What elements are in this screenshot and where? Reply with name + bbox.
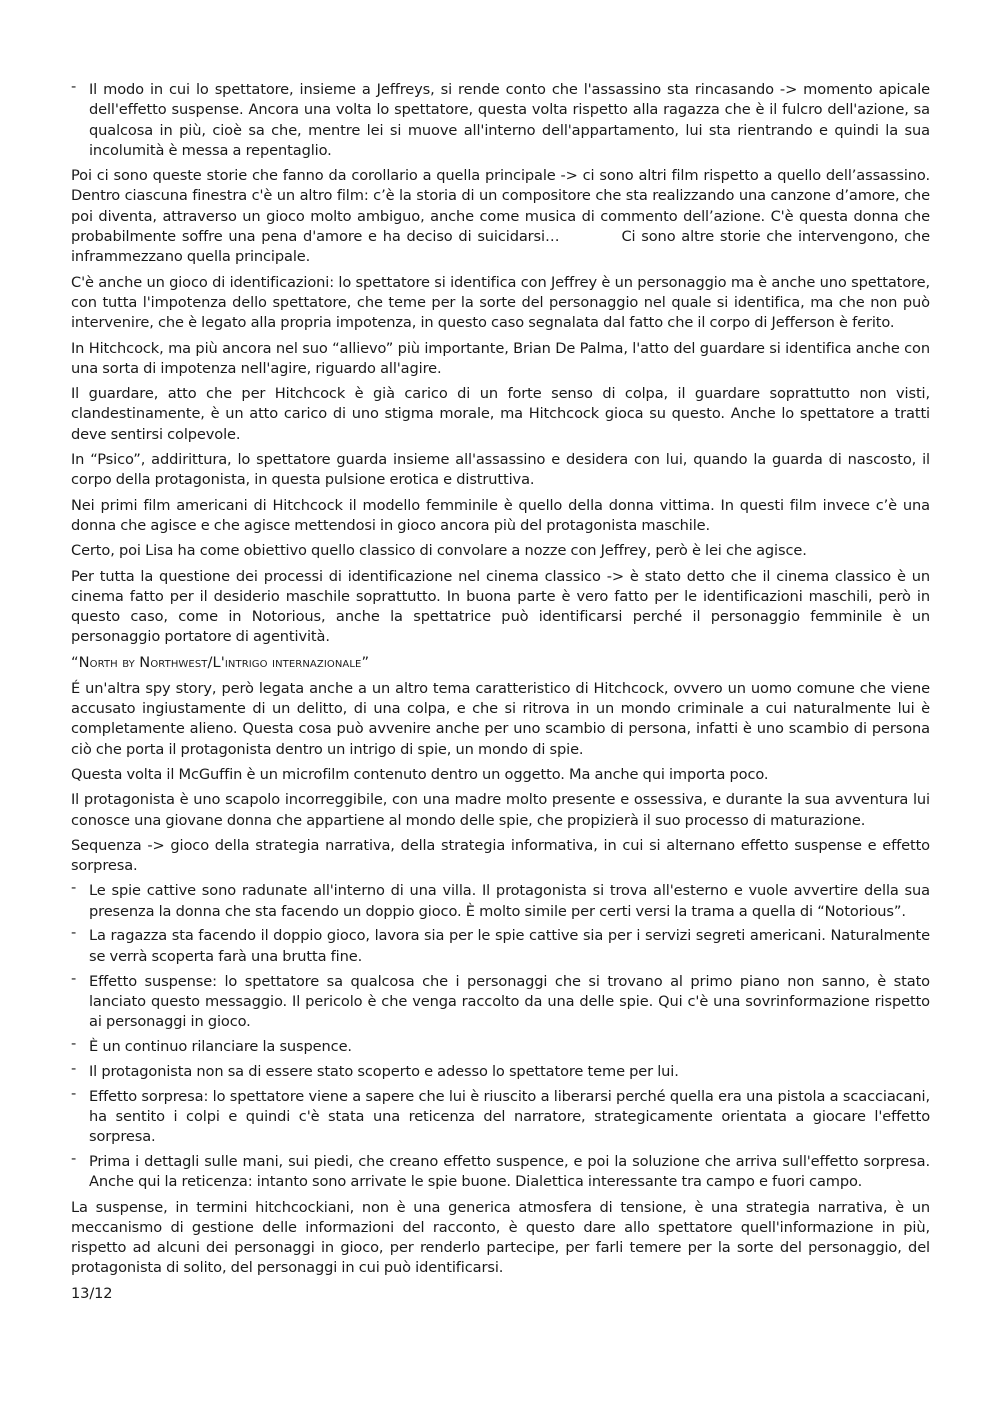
- list-item: [71, 926, 930, 967]
- paragraph-storie: [71, 166, 930, 267]
- bullet-dash: -: [71, 1149, 77, 1167]
- bullet-dash: -: [71, 969, 77, 987]
- paragraph-identificazione-cinema: Per tutta la questione dei processi di identificazione nel cinema classico -> è stato detto che il cinema classico è un cinema fatto per il desiderio maschile soprattutto. In buona parte è vero fatto per le identificazioni maschili, però in questo caso, come in Notorious, anche la spettatrice può identificarsi perché il personaggio femminile è un personaggio portatore di agentività.: [71, 567, 930, 646]
- bullet-text: Le spie cattive sono radunate all'interno di una villa. Il protagonista si trova all'esterno e vuole avvertire della sua presenza la donna che sta facendo un doppio gioco. È molto simile per certi versi la trama a quella di “Notorious”.: [89, 882, 930, 920]
- bullet-text: Il protagonista non sa di essere stato scoperto e adesso lo spettatore teme per lui.: [89, 1062, 679, 1080]
- paragraph-spy-story: É un'altra spy story, però legata anche a un altro tema caratteristico di Hitchcock, ovvero un uomo comune che viene accusato ingiustamente di un delitto, di una colpa, e che si ritrova in un mondo criminale a cui naturalmente lui è completamente alieno. Questa cosa può avvenire anche per uno scambio di persona, infatti è uno scambio di persona ciò che porta il protagonista dentro un intrigo di spie, un mondo di spie.: [71, 679, 930, 758]
- bullet-text: La ragazza sta facendo il doppio gioco, lavora sia per le spie cattive sia per i servizi segreti americani. Naturalmente se verrà scoperta farà una brutta fine.: [89, 927, 930, 965]
- bullet-dash: -: [71, 1059, 77, 1077]
- bullet-dash: -: [71, 78, 77, 95]
- paragraph-de-palma: In Hitchcock, ma più ancora nel suo “allievo” più importante, Brian De Palma, l'atto del guardare si identifica anche con una sorta di impotenza nell'agire, riguardo all'agire.: [71, 339, 930, 377]
- list-item: [71, 1034, 930, 1057]
- paragraph-lisa: Certo, poi Lisa ha come obiettivo quello classico di convolare a nozze con Jeffrey, però è lei che agisce.: [71, 542, 807, 560]
- sequence-bullet-list: [71, 881, 930, 1192]
- bullet-text: Il modo in cui lo spettatore, insieme a Jeffreys, si rende conto che l'assassino sta rincasando -> momento apicale dell'effetto suspense. Ancora una volta lo spettatore, questa volta rispetto alla ragazza che è il fulcro dell'azione, sa qualcosa in più, cioè sa che, mentre lei si muove all'interno dell'appartamento, lui sta rientrando e quindi la sua incolumità è messa a repentaglio.: [89, 81, 930, 159]
- paragraph-suspense: La suspense, in termini hitchcockiani, non è una generica atmosfera di tensione, è una strategia narrativa, è un meccanismo di gestione delle informazioni del racconto, è questo dare allo spettatore quell'informazione in più, rispetto ad alcuni dei personaggi in gioco, per renderlo partecipe, per farli temere per la sorte del personaggio, del protagonista di solito, del personaggi in cui può identificarsi.: [71, 1198, 930, 1277]
- list-item: [71, 1084, 930, 1148]
- bullet-dash: -: [71, 1084, 77, 1102]
- bullet-text: È un continuo rilanciare la suspence.: [89, 1037, 352, 1055]
- bullet-text: Prima i dettagli sulle mani, sui piedi, che creano effetto suspence, e poi la soluzione che arriva sull'effetto sorpresa. Anche qui la reticenza: intanto sono arrivate le spie buone. Dialettica interessante tra campo e fuori campo.: [89, 1152, 930, 1191]
- paragraph-mcguffin: Questa volta il McGuffin è un microfilm contenuto dentro un oggetto. Ma anche qui importa poco.: [71, 765, 769, 783]
- page-number: 13/12: [71, 1284, 113, 1302]
- list-item: [71, 1059, 930, 1082]
- section-heading: “North by Northwest/L'intrigo internazionale”: [71, 653, 370, 671]
- bullet-dash: -: [71, 879, 77, 897]
- paragraph-psico: In “Psico”, addirittura, lo spettatore guarda insieme all'assassino e desidera con lui, quando la guarda di nascosto, il corpo della protagonista, in questa pulsione erotica e distruttiva.: [71, 451, 930, 489]
- paragraph-guardare: Il guardare, atto che per Hitchcock è già carico di un forte senso di colpa, il guardare soprattutto non visti, clandestinamente, è un atto carico di uno stigma morale, ma Hitchcock gioca su questo. Anche lo spettatore a tratti deve sentirsi colpevole.: [71, 385, 930, 443]
- paragraph-storie-part-a: Poi ci sono queste storie che fanno da corollario a quella principale -> ci sono altri film rispetto a quello dell’assassino. Dentro ciascuna finestra c'è un altro film: c’è la storia di un compositore che sta realizzando una canzone d’amore, che poi diventa, attraverso un gioco molto ambiguo, anche come musica di commento dell’azione. C'è questa donna che probabilmente soffre una pena d'amore e ha deciso di suicidarsi…: [71, 167, 930, 246]
- document-body: [71, 80, 930, 1304]
- bullet-dash: -: [71, 924, 77, 942]
- paragraph-identificazioni: C'è anche un gioco di identificazioni: lo spettatore si identifica con Jeffrey è un personaggio ma è anche uno spettatore, con tutta l'impotenza dello spettatore, che teme per la sorte del personaggio nel quale si identifica, ma che non può intervenire, che è legato alla propria impotenza, in questo caso segnalata dal fatto che il corpo di Jefferson è ferito.: [71, 273, 930, 332]
- bullet-text: Effetto suspense: lo spettatore sa qualcosa che i personaggi che si trovano al primo piano non sanno, è stato lanciato questo messaggio. Il pericolo è che venga raccolto da una delle spie. Qui c'è una sovrinformazione rispetto ai personaggi in gioco.: [89, 972, 930, 1031]
- list-item: [71, 1149, 930, 1193]
- paragraph-donna-vittima: Nei primi film americani di Hitchcock il modello femminile è quello della donna vittima. In questi film invece c’è una donna che agisce e che agisce mettendosi in gioco ancora più del protagonista maschile.: [71, 496, 930, 534]
- paragraph-storie-part-b: Ci sono altre storie che intervengono, che inframmezzano quella principale.: [71, 228, 930, 266]
- bullet-text: Effetto sorpresa: lo spettatore viene a sapere che lui è riuscito a liberarsi perché quella era una pistola a scacciacani, ha sentito i colpi e quindi c'è stata una reticenza del narratore, strategicamente orientata a giocare l'effetto sorpresa.: [89, 1087, 930, 1146]
- paragraph-protagonista: Il protagonista è uno scapolo incorreggibile, con una madre molto presente e ossessiva, e durante la sua avventura lui conosce una giovane donna che appartiene al mondo delle spie, che propizierà il suo processo di maturazione.: [71, 791, 930, 829]
- list-item: [71, 80, 930, 161]
- bullet-dash: -: [71, 1034, 77, 1052]
- list-item: [71, 881, 930, 922]
- list-item: [71, 969, 930, 1033]
- intro-bullet-list: [71, 80, 930, 161]
- paragraph-sequenza: Sequenza -> gioco della strategia narrativa, della strategia informativa, in cui si alternano effetto suspense e effetto sorpresa.: [71, 836, 930, 875]
